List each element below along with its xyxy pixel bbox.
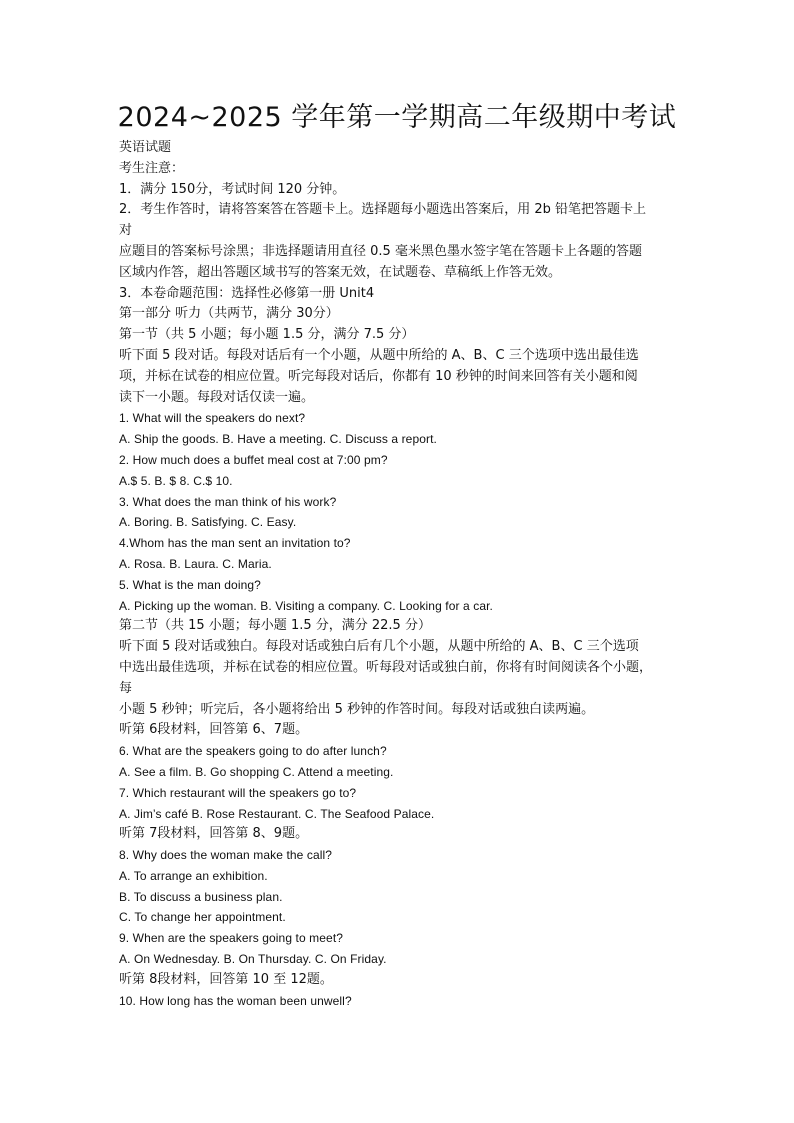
text-line: 8. Why does the woman make the call?: [119, 848, 333, 863]
text-line: B. To discuss a business plan.: [119, 889, 283, 904]
text-line: 每: [119, 680, 133, 696]
text-line: 项，并标在试卷的相应位置。听完每段对话后，你都有 10 秒钟的时间来回答有关小题和阅: [119, 368, 638, 384]
text-line: 第一部分 听力（共两节，满分 30分）: [119, 306, 339, 322]
text-line: A. Jim’s café B. Rose Restaurant. C. The Seafood Palace.: [119, 806, 435, 821]
text-line: 小题 5 秒钟；听完后，各小题将给出 5 秒钟的作答时间。每段对话或独白读两遍。: [119, 701, 595, 717]
text-line: A. See a film. B. Go shopping C. Attend a meeting.: [119, 764, 394, 779]
text-line: 7. Which restaurant will the speakers go to?: [119, 785, 357, 800]
text-line: C. To change her appointment.: [119, 910, 286, 925]
text-line: 考生注意：: [119, 160, 185, 176]
text-line: 听第 6段材料，回答第 6、7题。: [119, 722, 309, 738]
text-line: 6. What are the speakers going to do after lunch?: [119, 744, 387, 759]
text-line: 听第 7段材料，回答第 8、9题。: [119, 826, 309, 842]
text-line: 听下面 5 段对话或独白。每段对话或独白后有几个小题，从题中所给的 A、B、C 三个选项: [119, 639, 639, 655]
text-line: 第二节（共 15 小题；每小题 1.5 分，满分 22.5 分）: [119, 618, 431, 634]
text-line: 4.Whom has the man sent an invitation to?: [119, 536, 351, 551]
text-line: 中选出最佳选项，并标在试卷的相应位置。听每段对话或独白前，你将有时间阅读各个小题，: [119, 659, 653, 675]
page-title: 2024~2025 学年第一学期高二年级期中考试: [117, 102, 677, 133]
text-line: 听第 8段材料，回答第 10 至 12题。: [119, 971, 333, 987]
text-line: A. On Wednesday. B. On Thursday. C. On Friday.: [119, 952, 387, 967]
text-line: 10. How long has the woman been unwell?: [119, 993, 352, 1008]
text-line: 对: [119, 223, 133, 239]
text-line: 2．考生作答时，请将答案答在答题卡上。选择题每小题选出答案后，用 2b 铅笔把答题卡上: [119, 202, 647, 218]
text-line: A. Ship the goods. B. Have a meeting. C. Discuss a report.: [119, 432, 437, 447]
text-line: A. Boring. B. Satisfying. C. Easy.: [119, 515, 297, 530]
text-line: 1．满分 150分，考试时间 120 分钟。: [119, 181, 346, 197]
text-line: A. To arrange an exhibition.: [119, 868, 268, 883]
text-line: 2. How much does a buffet meal cost at 7:00 pm?: [119, 452, 388, 467]
text-line: A.$ 5. B. $ 8. C.$ 10.: [119, 473, 233, 488]
text-line: 英语试题: [119, 140, 172, 155]
exam-body: [119, 138, 679, 1011]
text-line: 1. What will the speakers do next?: [119, 411, 306, 426]
text-line: 应题目的答案标号涂黑；非选择题请用直径 0.5 毫米黑色墨水签字笔在答题卡上各题的答题: [119, 243, 642, 259]
text-line: A. Rosa. B. Laura. C. Maria.: [119, 556, 272, 571]
text-line: 3. What does the man think of his work?: [119, 494, 337, 509]
text-line: 9. When are the speakers going to meet?: [119, 931, 344, 946]
text-line: A. Picking up the woman. B. Visiting a company. C. Looking for a car.: [119, 598, 493, 613]
text-line: 5. What is the man doing?: [119, 577, 261, 592]
text-line: 听下面 5 段对话。每段对话后有一个小题，从题中所给的 A、B、C 三个选项中选出最佳选: [119, 347, 639, 363]
text-line: 区域内作答，超出答题区域书写的答案无效，在试题卷、草稿纸上作答无效。: [119, 264, 562, 280]
text-line: 第一节（共 5 小题；每小题 1.5 分，满分 7.5 分）: [119, 327, 415, 343]
text-line: 3．本卷命题范围：选择性必修第一册 Unit4: [119, 285, 375, 301]
text-line: 读下一小题。每段对话仅读一遍。: [119, 389, 315, 405]
